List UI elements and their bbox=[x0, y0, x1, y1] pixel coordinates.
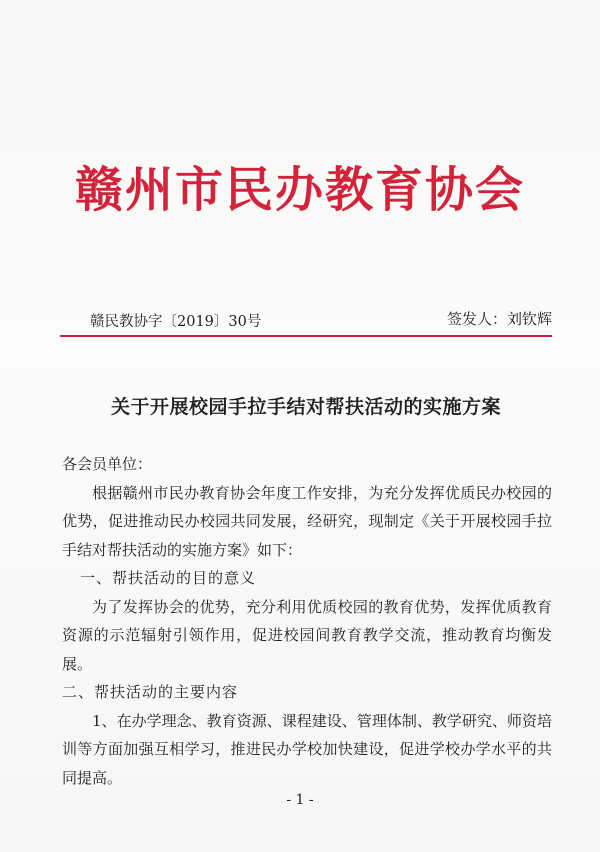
document-body bbox=[62, 450, 552, 792]
section-2-item-1: 1、在办学理念、教育资源、课程建设、管理体制、教学研究、师资培训等方面加强互相学习，推进民办学校加快建设，促进学校办学水平的共同提高。 bbox=[62, 711, 552, 787]
signer-name: 刘钦辉 bbox=[506, 310, 552, 328]
salutation: 各会员单位： bbox=[62, 455, 153, 473]
signer bbox=[447, 308, 552, 329]
document-title: 关于开展校园手拉手结对帮扶活动的实施方案 bbox=[110, 396, 501, 418]
page-number: - 1 - bbox=[286, 792, 314, 808]
organization-masthead: 赣州市民办教育协会 bbox=[74, 162, 525, 218]
document-number-line bbox=[60, 308, 552, 332]
section-1-heading: 一、帮扶活动的目的意义 bbox=[80, 569, 257, 587]
signer-label: 签发人： bbox=[446, 310, 507, 328]
intro-paragraph: 根据赣州市民办教育协会年度工作安排，为充分发挥优质民办校园的优势，促进推动民办校园共同发展，经研究，现制定《关于开展校园手拉手结对帮扶活动的实施方案》如下： bbox=[62, 483, 552, 559]
red-divider-line bbox=[60, 335, 552, 337]
section-2-heading: 二、帮扶活动的主要内容 bbox=[62, 683, 239, 701]
section-1-paragraph: 为了发挥协会的优势，充分利用优质校园的教育优势，发挥优质教育资源的示范辐射引领作用，促进校园间教育教学交流，推动教育均衡发展。 bbox=[62, 597, 552, 673]
document-number: 赣民教协字〔2019〕30号 bbox=[90, 314, 262, 330]
